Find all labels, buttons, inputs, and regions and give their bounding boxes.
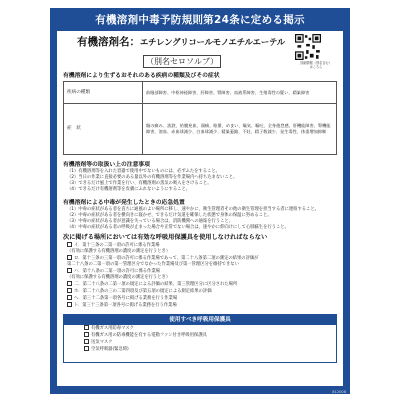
solvent-alias: （別名セロソルブ） (143, 55, 221, 68)
list-item: 有機ガス用防毒マスク (64, 325, 336, 332)
disease-label: 疾病の種類 (64, 82, 143, 104)
disease-value: 前眼部障害、中枢神経障害、肝障害、腎障害、血液系障害、生殖毒性の疑い、精巣障害 (143, 82, 337, 104)
solvent-name-label: 有機溶剤名： (77, 36, 140, 48)
equipment-title: 使用すべき呼吸用保護具 (64, 315, 336, 325)
ppe-title: 次に掲げる場所においては有効な呼吸用保護具を使用しなければならない (63, 234, 268, 241)
qr-note: 詳細情報（別名含む）はこちら (300, 61, 332, 69)
list-item: ト．第三十三条第一項各号に掲げる業務を行う作業場 (63, 302, 337, 309)
effects-table (63, 81, 337, 155)
checkbox[interactable] (67, 268, 72, 273)
list-item: ヘ．第三十二条第一項各号に掲げる業務を行う作業場 (63, 295, 337, 302)
list-item-note: 第二十八条の二第一項の第一管理区分でなかった作業場及び第一管理区分を維持できない (67, 262, 239, 267)
checkbox[interactable] (67, 288, 72, 293)
list-item: （2）当日の作業に直接必要のある量以外の有機溶剤等を作業場内へ持ち込まないこと。 (67, 175, 238, 180)
list-item: イ．第十三条の二第一項の許可に係る作業場 (63, 242, 337, 249)
checkbox[interactable] (67, 302, 72, 307)
symptom-label: 症 状 (64, 104, 143, 155)
list-item: ホ．第二十八条の三の二第四項及び第五項の規定による測定結果の評価 (63, 288, 337, 295)
list-item: （1）中毒の症状がある者を直ちに通風のよい場所に移し、速やかに、衛生管理者その他の衛生管理を担当する者に連絡すること。 (67, 207, 319, 212)
checkbox[interactable] (67, 295, 72, 300)
list-item: 空気呼吸器(緊急時) (64, 346, 336, 353)
ppe-list (63, 242, 337, 309)
emergency-title: 有機溶剤による中毒が発生したときの応急処置 (63, 200, 185, 206)
effects-title: 有機溶剤により生ずるおそれのある疾病の種類及びその症状 (63, 73, 220, 79)
list-item: 有機ガス用の防毒機能を有する電動ファン付き呼吸用保護具 (64, 332, 336, 339)
qr-code-icon[interactable] (295, 34, 321, 60)
handling-list (63, 169, 337, 193)
list-item: ロ．第十三条の三第一項の許可に係る作業場であって、第二十八条第二項の測定の結果の評価が (63, 255, 337, 262)
notice-sheet (57, 31, 343, 386)
list-item: （4）できるだけ有機溶剤等を皮膚にふれないようにすること。 (67, 187, 191, 192)
emergency-list (63, 207, 337, 231)
product-code: 812008 (332, 390, 346, 394)
list-item: （4）中毒の症状がある者の呼吸が止まった場合や正常でない場合は、速やかに仰向けにして心肺蘇生を行うこと。 (67, 225, 289, 230)
checkbox[interactable] (84, 332, 89, 337)
list-item: （3）できるだけ風上で作業を行い、有機溶剤の蒸気の吸入をさけること。 (67, 181, 212, 186)
list-item: ハ．第十八条の二第一項の許可に係る作業場 (63, 268, 337, 275)
checkbox[interactable] (84, 346, 89, 351)
checkbox[interactable] (67, 281, 72, 286)
board-title: 有機溶剤中毒予防規則第24条に定める掲示 (95, 13, 305, 26)
equipment-box (63, 314, 337, 363)
list-item-note: （有効に保護する有機溶剤の濃度の測定を行うとき） (67, 249, 171, 254)
solvent-name-block (63, 36, 337, 70)
checkbox[interactable] (84, 339, 89, 344)
notice-board (50, 8, 350, 394)
list-item: （1）有機溶剤等を入れた容器で使用中でないものには、必ずふたをすること。 (67, 169, 220, 174)
symptom-value: 眼の痛み、流涙、結膜充血、頭痛、眩暈、めまい、嘔気、嘔吐、全身倦怠感、肝機能障害、腎機能障害、溶血、赤血球減少、白血球減少、精巣萎縮、不妊、精子数減少、発生毒性、体重増加抑制 (143, 104, 337, 155)
checkbox[interactable] (84, 325, 89, 330)
handling-title: 有機溶剤等の取扱い上の注意事項 (63, 162, 150, 168)
list-item-note: （有効に保護する有機溶剤の濃度の測定を行うとき） (67, 275, 171, 280)
solvent-name-value: エチレングリコールモノエチルエーテル (140, 37, 285, 47)
list-item: 二．第二十八条の二第一項の規定による評価の結果、第三管理区分に区分された場所 (63, 281, 337, 288)
checkbox[interactable] (67, 242, 72, 247)
checkbox[interactable] (67, 255, 72, 260)
list-item: 送気マスク (64, 339, 336, 346)
list-item: （3）中毒の症状がある者が意識を失っている場合は、消防機関への通報を行うこと。 (67, 219, 234, 224)
list-item: （2）中毒の症状がある者を横向きに寝かせ、できるだけ気道を確保した状態で身体の保温に努めること。 (67, 213, 272, 218)
